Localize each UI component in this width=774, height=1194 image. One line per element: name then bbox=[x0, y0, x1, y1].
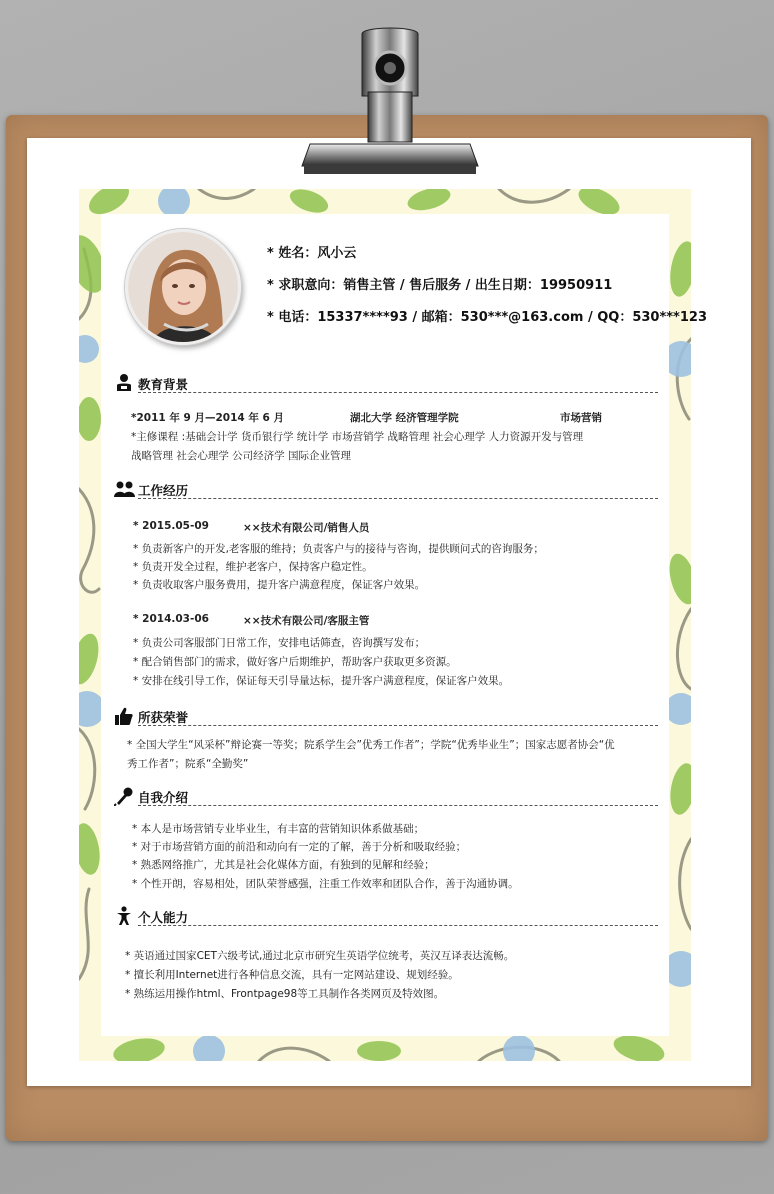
name-line: * 姓名：风小云 bbox=[267, 246, 357, 261]
person-icon bbox=[114, 373, 134, 393]
section-title: 教育背景 bbox=[138, 377, 189, 392]
job-duty: * 负责新客户的开发,老客服的维持；负责客户与的接待与咨询，提供顾问式的咨询服务； bbox=[133, 543, 544, 555]
contact-line: * 电话：15337****93 / 邮箱：530***@163.com / QQ：530***123 bbox=[267, 310, 707, 325]
section-honors bbox=[112, 705, 658, 727]
section-title: 工作经历 bbox=[138, 483, 189, 498]
skill-item: * 熟练运用操作html、Frontpage98等工具制作各类网页及特效图。 bbox=[125, 988, 445, 1000]
section-divider bbox=[138, 392, 658, 393]
job-company: ××技术有限公司/销售人员 bbox=[243, 522, 370, 534]
about-item: * 熟悉网络推广，尤其是社会化媒体方面，有独到的见解和经验； bbox=[132, 859, 435, 871]
job-date: * 2015.05-09 bbox=[133, 520, 209, 532]
job-date: * 2014.03-06 bbox=[133, 613, 209, 625]
about-item: * 对于市场营销方面的前沿和动向有一定的了解，善于分析和吸取经验； bbox=[132, 841, 467, 853]
microphone-icon bbox=[114, 786, 134, 806]
job-duty: * 负责开发全过程，维护老客户，保持客户稳定性。 bbox=[133, 561, 373, 573]
section-divider bbox=[138, 725, 658, 726]
section-divider bbox=[138, 805, 658, 806]
section-title: 所获荣誉 bbox=[138, 710, 189, 725]
about-item: * 本人是市场营销专业毕业生，有丰富的营销知识体系做基础； bbox=[132, 823, 425, 835]
job-duty: * 配合销售部门的需求，做好客户后期维护，帮助客户获取更多资源。 bbox=[133, 656, 457, 668]
binder-clip bbox=[300, 26, 480, 178]
about-item: * 个性开朗，容易相处，团队荣誉感强，注重工作效率和团队合作，善于沟通协调。 bbox=[132, 878, 519, 890]
job-duty: * 安排在线引导工作，保证每天引导量达标，提升客户满意程度，保证客户效果。 bbox=[133, 675, 510, 687]
thumbs-up-icon bbox=[114, 706, 134, 726]
edu-period: *2011 年 9 月—2014 年 6 月 bbox=[131, 412, 284, 424]
job-intent-line: * 求职意向：销售主管 / 售后服务 / 出生日期：19950911 bbox=[267, 278, 613, 293]
section-divider bbox=[138, 925, 658, 926]
skill-item: * 擅长利用Internet进行各种信息交流，具有一定网站建设、规划经验。 bbox=[125, 969, 459, 981]
edu-school: 湖北大学 经济管理学院 bbox=[350, 412, 459, 424]
avatar bbox=[125, 229, 241, 345]
section-divider bbox=[138, 498, 658, 499]
section-work bbox=[112, 478, 658, 500]
job-duty: * 负责公司客服部门日常工作，安排电话筛查，咨询撰写发布； bbox=[133, 637, 426, 649]
job-company: ××技术有限公司/客服主管 bbox=[243, 615, 370, 627]
edu-courses-2: 战略管理 社会心理学 公司经济学 国际企业管理 bbox=[131, 450, 352, 462]
section-education bbox=[112, 372, 658, 394]
section-title: 自我介绍 bbox=[138, 790, 189, 805]
honors-line: 秀工作者”；院系“全勤奖” bbox=[127, 758, 249, 770]
skill-item: * 英语通过国家CET六级考试,通过北京市研究生英语学位统考，英汉互译表达流畅。 bbox=[125, 950, 515, 962]
standing-person-icon bbox=[114, 906, 134, 926]
honors-line: * 全国大学生“风采杯”辩论赛一等奖；院系学生会”优秀工作者”；学院“优秀毕业生”；国家志愿者协会“优 bbox=[127, 739, 615, 751]
section-title: 个人能力 bbox=[138, 910, 189, 925]
edu-major: 市场营销 bbox=[560, 412, 602, 424]
people-icon bbox=[114, 479, 134, 499]
section-skills bbox=[112, 905, 658, 927]
section-about bbox=[112, 785, 658, 807]
job-duty: * 负责收取客户服务费用，提升客户满意程度，保证客户效果。 bbox=[133, 579, 426, 591]
edu-courses-1: *主修课程 :基础会计学 货币银行学 统计学 市场营销学 战略管理 社会心理学 人力资源开发与管理 bbox=[131, 431, 584, 443]
